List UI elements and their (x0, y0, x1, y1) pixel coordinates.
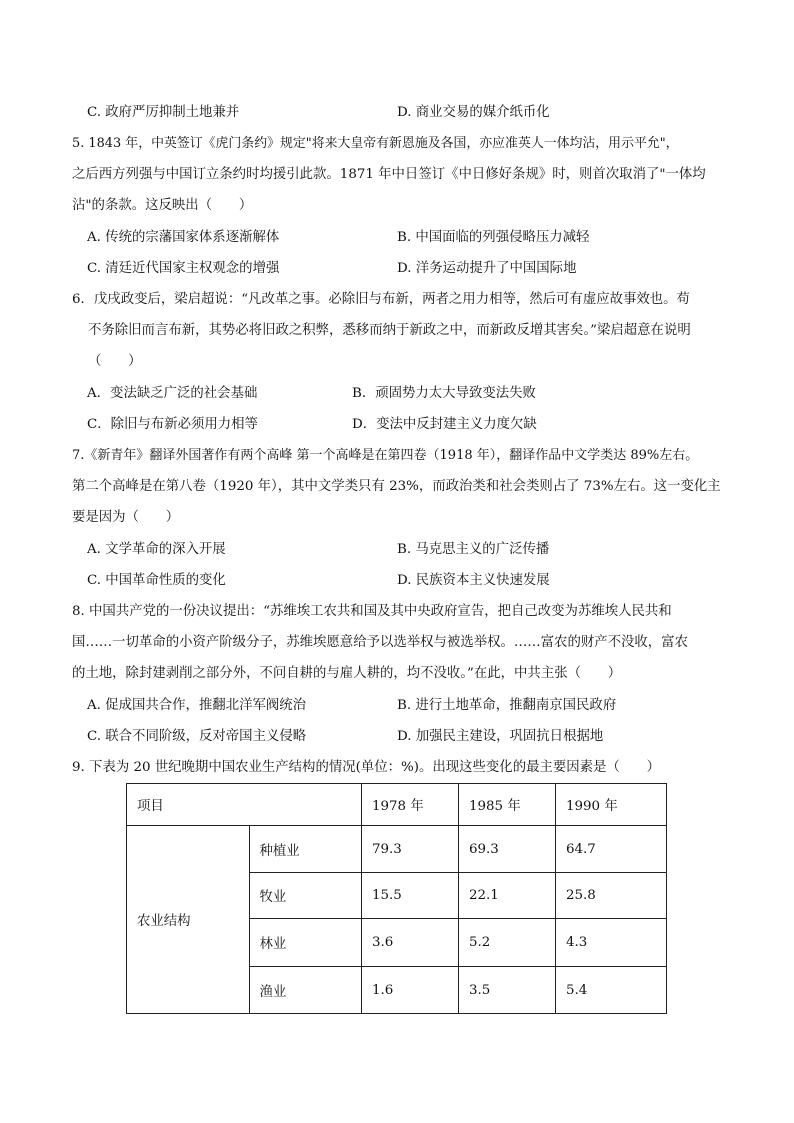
q7-stem-line-1: 7.《新青年》翻译外国著作有两个高峰 第一个高峰是在第四卷（1918 年），翻译作品中文学类达 89%左右。 (72, 448, 699, 463)
q8-option-d: D. 加强民主建设，巩固抗日根据地 (397, 729, 604, 744)
q5-option-d: D. 洋务运动提升了中国国际地 (397, 261, 577, 276)
table-cell: 3.5 (459, 967, 556, 1014)
q7-option-a: A. 文学革命的深入开展 (87, 542, 226, 557)
q6-stem-line-1: 6．戊戌政变后，梁启超说：“凡改革之事。必除旧与布新，两者之用力相等，然后可有虚应故事效也。苟 (72, 292, 690, 307)
q5-stem-line-2: 之后西方列强与中国订立条约时均援引此款。1871 年中日签订《中日修好条规》时，则首次取消了"一体均 (72, 167, 706, 182)
q4-option-c: C. 政府严厉抑制土地兼并 (87, 105, 240, 120)
table-cell: 22.1 (459, 873, 556, 919)
q5-option-a: A. 传统的宗藩国家体系逐渐解体 (87, 230, 280, 245)
q6-option-c: C．除旧与布新必须用力相等 (87, 417, 258, 432)
table-row-name: 渔业 (249, 967, 361, 1014)
q7-stem-line-2: 第二个高峰是在第八卷（1920 年），其中文学类只有 23%，而政治类和社会类则占了 73%左右。这一变化主 (72, 479, 721, 494)
q6-stem-line-3: （ ） (88, 354, 142, 369)
q8-stem-line-3: 的土地，除封建剥削之部分外，不问自耕的与雇人耕的，均不没收。”在此，中共主张（ ） (72, 666, 622, 681)
q8-option-c: C. 联合不同阶级，反对帝国主义侵略 (87, 729, 307, 744)
agriculture-structure-table (126, 783, 667, 1014)
q7-option-b: B. 马克思主义的广泛传播 (397, 542, 550, 557)
q5-stem-line-3: 沾"的条款。这反映出（ ） (72, 198, 253, 213)
q6-option-b: B．顽固势力太大导致变法失败 (352, 386, 536, 401)
q7-option-d: D. 民族资本主义快速发展 (397, 573, 550, 588)
table-row (127, 826, 667, 873)
q4-option-d: D. 商业交易的媒介纸币化 (397, 105, 550, 120)
q6-option-a: A．变法缺乏广泛的社会基础 (87, 386, 258, 401)
q5-stem-line-1: 5. 1843 年，中英签订《虎门条约》规定"将来大皇帝有新恩施及各国，亦应准英人一体均沾，用示平允"， (72, 136, 679, 151)
table-cell: 69.3 (459, 826, 556, 873)
table-header-year: 1990 年 (556, 784, 667, 826)
q7-option-c: C. 中国革命性质的变化 (87, 573, 226, 588)
table-cell: 25.8 (556, 873, 667, 919)
q8-stem-line-2: 国……一切革命的小资产阶级分子，苏维埃愿意给予以选举权与被选举权。……富农的财产不没收，富农 (72, 635, 688, 650)
q6-stem-line-2: 不务除旧而言布新，其势必将旧政之积弊，悉移而纳于新政之中，而新政反增其害矣。”梁启超意在说明 (88, 323, 691, 338)
q9-stem-line-1: 9. 下表为 20 世纪晚期中国农业生产结构的情况(单位：%)。出现这些变化的最主要因素是（ ） (72, 760, 660, 775)
table-group-label: 农业结构 (127, 826, 250, 1014)
q5-option-c: C. 清廷近代国家主权观念的增强 (87, 261, 280, 276)
q8-option-a: A. 促成国共合作，推翻北洋军阀统治 (87, 698, 307, 713)
q5-option-b: B. 中国面临的列强侵略压力减轻 (397, 230, 590, 245)
table-header-row (127, 784, 667, 826)
table-header-year: 1978 年 (362, 784, 459, 826)
q6-option-d: D．变法中反封建主义力度欠缺 (352, 417, 537, 432)
q8-stem-line-1: 8. 中国共产党的一份决议提出：“苏维埃工农共和国及其中央政府宣告，把自己改变为苏维埃人民共和 (72, 604, 672, 619)
table-cell: 64.7 (556, 826, 667, 873)
table-row-name: 林业 (249, 919, 361, 967)
table-header-item: 项目 (127, 784, 362, 826)
table-cell: 4.3 (556, 919, 667, 967)
table-header-year: 1985 年 (459, 784, 556, 826)
table-cell: 3.6 (362, 919, 459, 967)
table-cell: 79.3 (362, 826, 459, 873)
table-cell: 1.6 (362, 967, 459, 1014)
table-cell: 15.5 (362, 873, 459, 919)
q7-stem-line-3: 要是因为（ ） (72, 510, 180, 525)
table-cell: 5.4 (556, 967, 667, 1014)
table-row-name: 种植业 (249, 826, 361, 873)
table-row-name: 牧业 (249, 873, 361, 919)
table-cell: 5.2 (459, 919, 556, 967)
q8-option-b: B. 进行土地革命，推翻南京国民政府 (397, 698, 617, 713)
